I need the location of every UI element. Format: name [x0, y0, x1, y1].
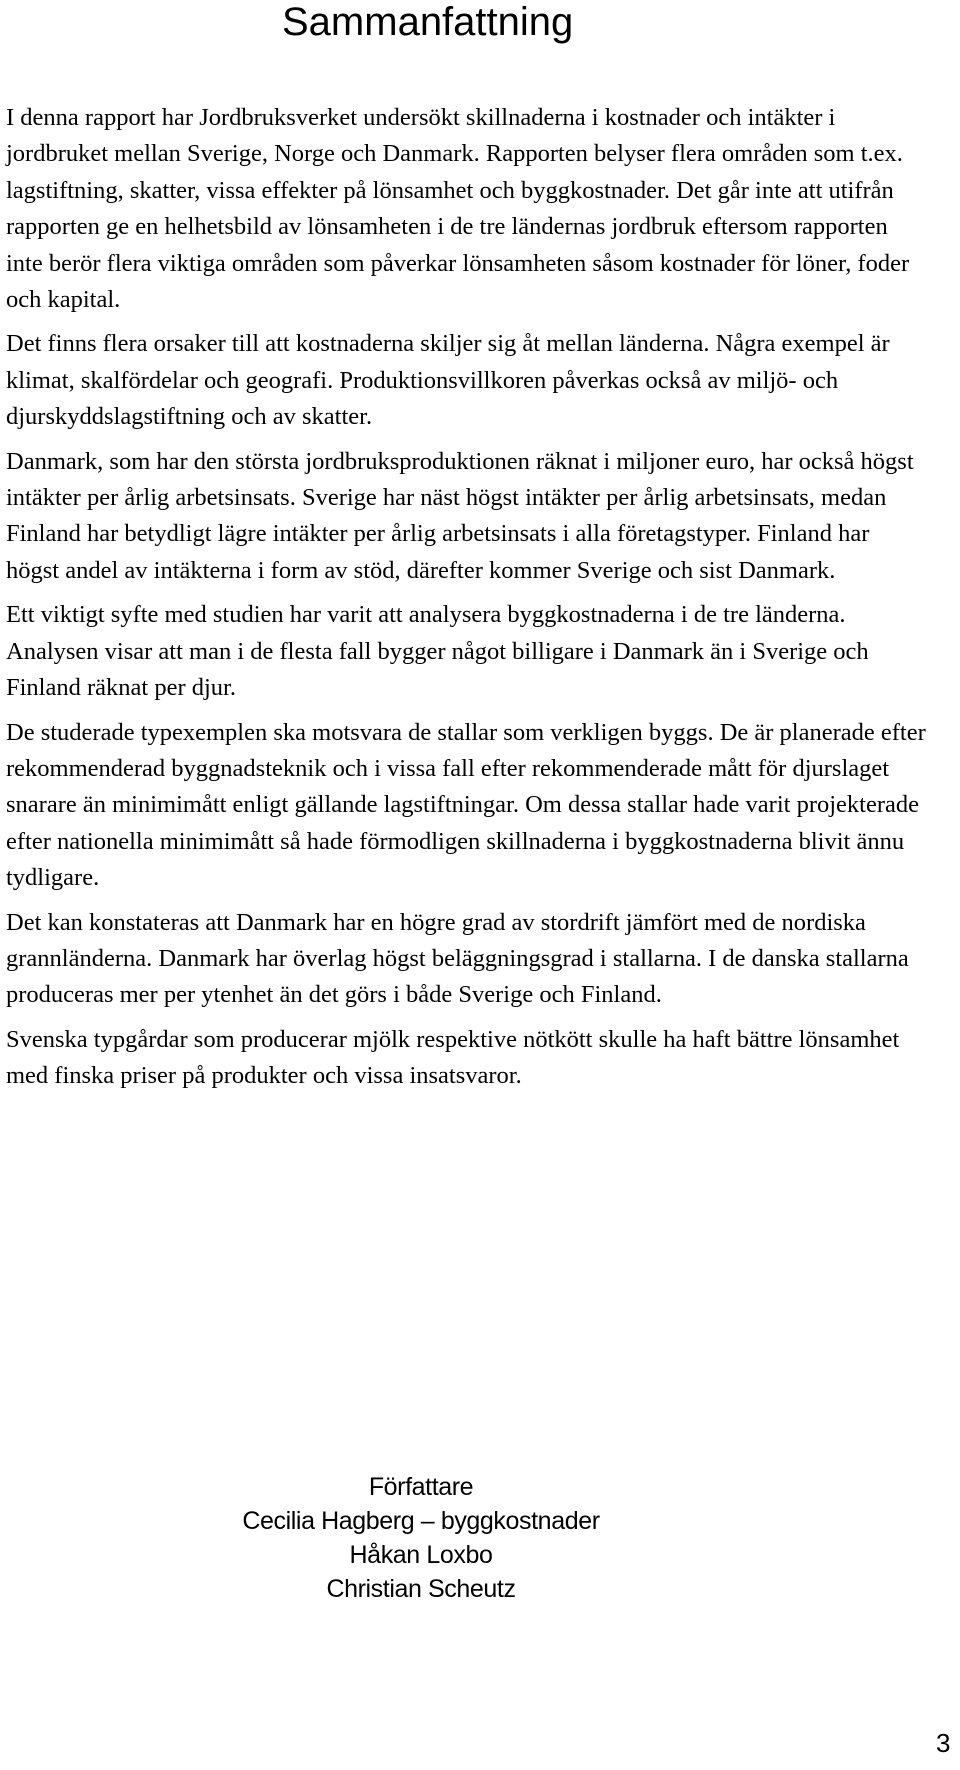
paragraph-income: Danmark, som har den största jordbruksproduktionen räknat i miljoner euro, har också högst intäkter per årlig arbetsinsats. Sverige har näst högst intäkter per årlig arbetsinsats, medan Finland har betydligt lägre intäkter per årlig arbetsinsats i alla företagstyper. Finland har högst andel av intäkterna i form av stöd, därefter kommer Sverige och sist Danmark. — [6, 447, 914, 584]
paragraph-building-costs: Ett viktigt syfte med studien har varit att analysera byggkostnaderna i de tre länderna. Analysen visar att man i de flesta fall bygger något billigare i Danmark än i Sverige och Finland räknat per djur. — [6, 601, 869, 702]
author-name: Håkan Loxbo — [349, 1541, 493, 1569]
author-name: Christian Scheutz — [326, 1575, 516, 1603]
authors-block — [0, 1470, 842, 1606]
author-name: Cecilia Hagberg – byggkostnader — [242, 1507, 600, 1535]
page-title: Sammanfattning — [282, 0, 574, 44]
authors-heading: Författare — [368, 1473, 474, 1501]
summary-body — [6, 100, 926, 1095]
paragraph-intro: I denna rapport har Jordbruksverket undersökt skillnaderna i kostnader och intäkter i jordbruket mellan Sverige, Norge och Danmark. Rapporten belyser flera områden som t.ex. lagstiftning, skatter, vissa effekter på lönsamhet och byggkostnader. Det går inte att utifrån rapporten ge en helhetsbild av lönsamheten i de tre ländernas jordbruk eftersom rapporten inte berör flera viktiga områden som påverkar lönsamheten såsom kostnader för löner, foder och kapital. — [6, 104, 910, 314]
paragraph-profitability: Svenska typgårdar som producerar mjölk respektive nötkött skulle ha haft bättre lönsamhet med finska priser på produkter och vissa insatsvaror. — [6, 1025, 900, 1090]
page-number: 3 — [936, 1728, 951, 1758]
paragraph-scale: Det kan konstateras att Danmark har en högre grad av stordrift jämfört med de nordiska grannländerna. Danmark har överlag högst beläggningsgrad i stallarna. I de danska stallarna produceras mer per ytenhet än det görs i både Sverige och Finland. — [6, 908, 909, 1009]
paragraph-causes: Det finns flera orsaker till att kostnaderna skiljer sig åt mellan länderna. Några exempel är klimat, skalfördelar och geografi. Produktionsvillkoren påverkas också av miljö- och djurskyddslagstiftning och av skatter. — [6, 330, 890, 431]
paragraph-type-examples: De studerade typexemplen ska motsvara de stallar som verkligen byggs. De är planerade efter rekommenderad byggnadsteknik och i vissa fall efter rekommenderade mått för djurslaget snarare än minimimått enligt gällande lagstiftningar. Om dessa stallar hade varit projekterade efter nationella minimimått så hade förmodligen skillnaderna i byggkostnaderna blivit ännu tydligare. — [6, 718, 926, 892]
